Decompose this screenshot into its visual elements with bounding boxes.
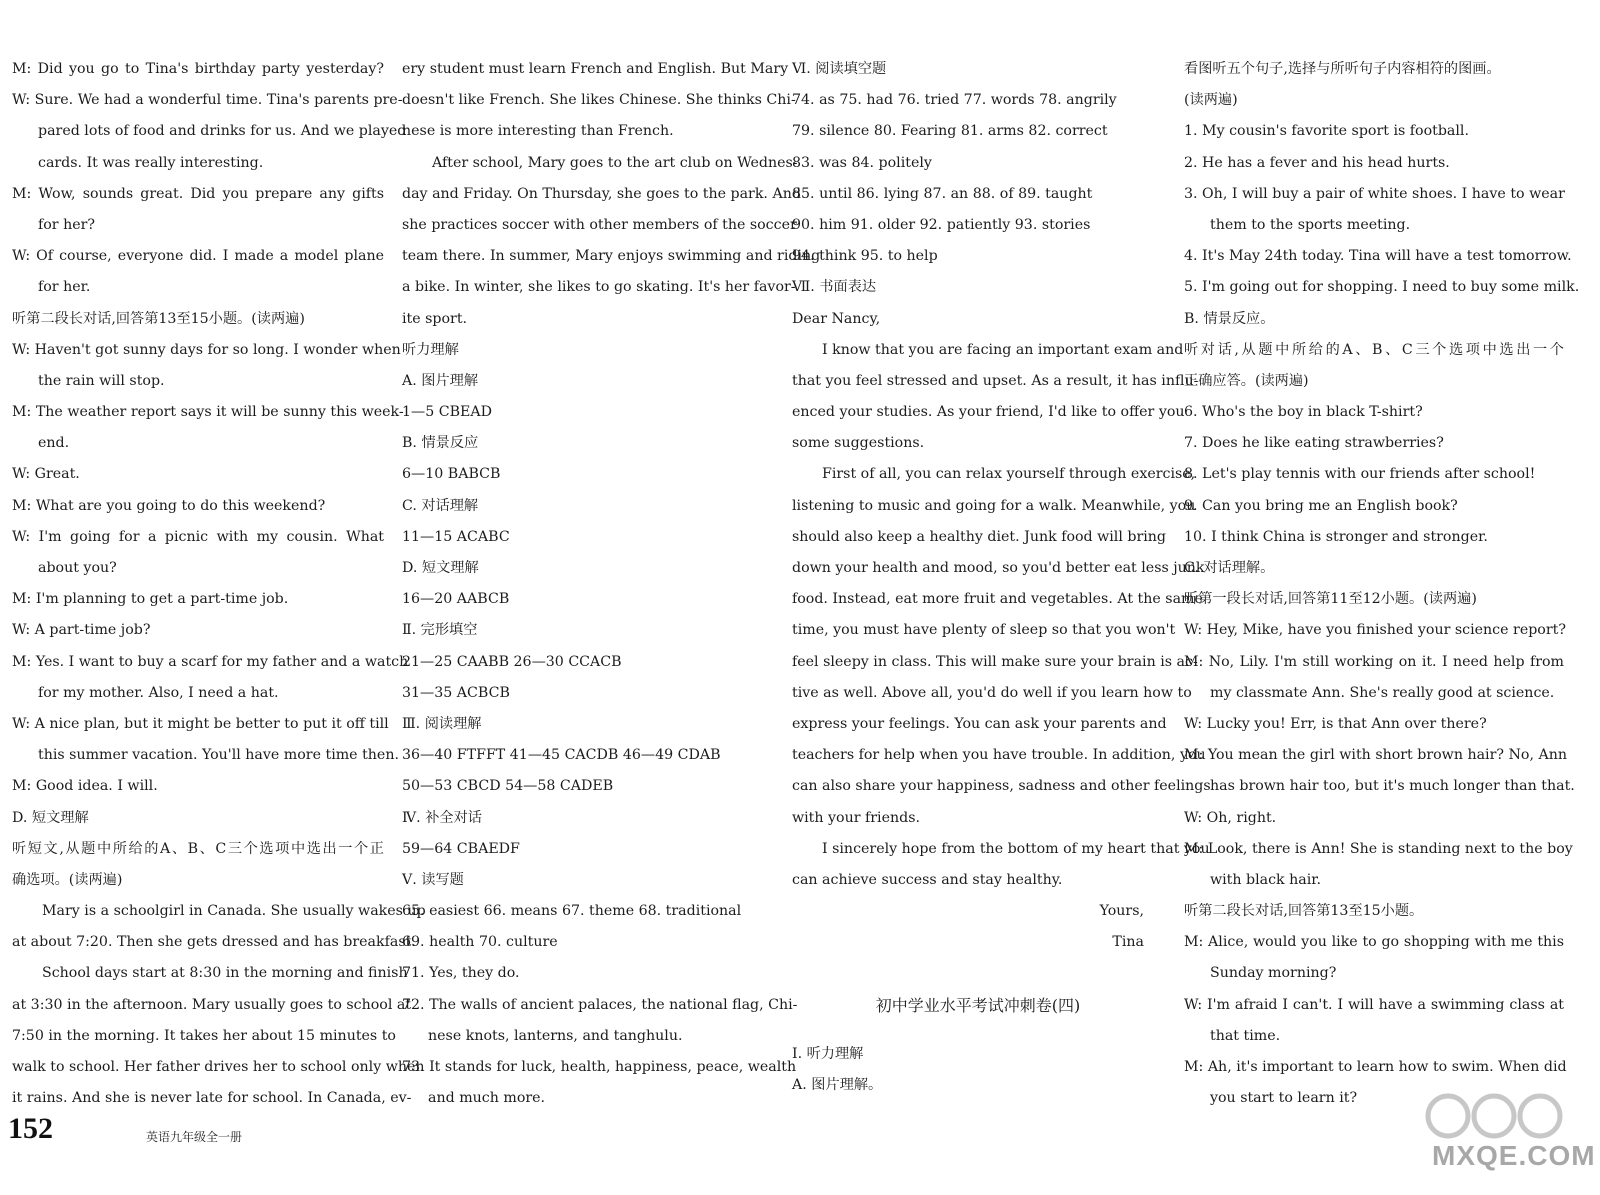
text-line: them to the sports meeting. (1210, 216, 1411, 233)
section-instruction: 正确应答。(读两遍) (1184, 372, 1309, 389)
text-line: Sunday morning? (1210, 965, 1337, 982)
text-line: for her? (38, 216, 96, 233)
text-line: M: Alice, would you like to go shopping with me this (1184, 934, 1564, 951)
column-4 (1184, 54, 1580, 1114)
section-heading: A. 图片理解 (402, 372, 479, 389)
text-line: 4. It's May 24th today. Tina will have a test tomorrow. (1184, 248, 1572, 265)
text-line: W: Great. (12, 466, 80, 483)
text-line: M: You mean the girl with short brown hair? No, Ann (1184, 747, 1567, 764)
answer-line: 50—53 CBCD 54—58 CADEB (402, 778, 614, 795)
text-line: the rain will stop. (38, 372, 165, 389)
text-line: 2. He has a fever and his head hurts. (1184, 154, 1450, 171)
text-line: down your health and mood, so you'd better eat less junk (792, 560, 1205, 576)
text-line: enced your studies. As your friend, I'd like to offer you (792, 404, 1185, 421)
section-heading: Ⅴ. 读写题 (402, 871, 464, 888)
text-line: M: I'm planning to get a part-time job. (12, 591, 289, 608)
answer-line: 16—20 AABCB (402, 591, 510, 608)
answer-line: 36—40 FTFFT 41—45 CACDB 46—49 CDAB (402, 747, 721, 764)
answer-line: 79. silence 80. Fearing 81. arms 82. correct (792, 123, 1108, 140)
text-line: ery student must learn French and English. But Mary (402, 61, 789, 77)
text-line: M: Good idea. I will. (12, 778, 158, 795)
text-line: day and Friday. On Thursday, she goes to the park. And (402, 185, 801, 202)
exam-title: 初中学业水平考试冲刺卷(四) (875, 995, 1081, 1015)
text-line: walk to school. Her father drives her to school only when (12, 1059, 425, 1075)
text-line: W: Haven't got sunny days for so long. I wonder when (12, 341, 401, 358)
text-line: nese is more interesting than French. (402, 123, 674, 140)
section-heading: A. 图片理解。 (792, 1077, 883, 1093)
text-line: 6. Who's the boy in black T-shirt? (1184, 404, 1423, 421)
spacer (792, 958, 1164, 989)
text-line: for my mother. Also, I need a hat. (38, 684, 279, 701)
section-heading: C. 对话理解 (402, 497, 479, 514)
text-line: can achieve success and stay healthy. (792, 871, 1063, 888)
letter-salutation: Dear Nancy, (792, 310, 881, 327)
section-heading: Ⅰ. 听力理解 (792, 1045, 864, 1062)
text-line: W: Of course, everyone did. I made a model plane (12, 248, 384, 265)
answer-line: 21—25 CAABB 26—30 CCACB (402, 653, 622, 670)
section-instruction: 听第一段长对话,回答第11至12小题。(读两遍) (1184, 591, 1477, 608)
answer-line: 65. easiest 66. means 67. theme 68. traditional (402, 903, 742, 920)
answer-line: 11—15 ACABC (402, 528, 510, 545)
text-line: at about 7:20. Then she gets dressed and has breakfast. (12, 934, 416, 951)
section-instruction: 听第二段长对话,回答第13至15小题。(读两遍) (12, 310, 305, 327)
text-line: W: A nice plan, but it might be better to put it off till (12, 715, 389, 732)
text-line: School days start at 8:30 in the morning and finish (42, 965, 408, 982)
text-line: M: The weather report says it will be sunny this week- (12, 404, 404, 421)
answer-line: 73. It stands for luck, health, happiness, peace, wealth (402, 1059, 797, 1075)
text-line: cards. It was really interesting. (38, 154, 264, 171)
answer-line: 85. until 86. lying 87. an 88. of 89. taught (792, 185, 1093, 202)
text-line: can also share your happiness, sadness and other feelings (792, 778, 1211, 795)
text-line: W: Oh, right. (1184, 809, 1277, 826)
text-line: Mary is a schoolgirl in Canada. She usually wakes up (42, 903, 426, 920)
section-heading: B. 情景反应 (402, 435, 479, 452)
text-line: W: I'm going for a picnic with my cousin. What (12, 528, 384, 545)
section-instruction: (读两遍) (1184, 92, 1238, 109)
text-line: it rains. And she is never late for school. In Canada, ev- (12, 1090, 412, 1107)
text-line: W: I'm afraid I can't. I will have a swimming class at (1184, 996, 1564, 1013)
text-line: First of all, you can relax yourself through exercise, (822, 466, 1196, 483)
text-line: ite sport. (402, 310, 468, 327)
text-line: I know that you are facing an important exam and (822, 341, 1184, 358)
text-line: W: Hey, Mike, have you finished your science report? (1184, 622, 1566, 639)
answer-line: 72. The walls of ancient palaces, the national flag, Chi- (402, 996, 798, 1013)
answer-line: 71. Yes, they do. (402, 965, 520, 982)
section-heading: D. 短文理解 (402, 560, 479, 576)
text-line: W: Lucky you! Err, is that Ann over there? (1184, 715, 1487, 732)
text-line: pared lots of food and drinks for us. And we played (38, 123, 407, 140)
text-line: M: What are you going to do this weekend? (12, 497, 326, 514)
text-line: 1. My cousin's favorite sport is football. (1184, 123, 1469, 140)
text-line: M: Yes. I want to buy a scarf for my father and a watch (12, 653, 409, 670)
section-heading: C. 对话理解。 (1184, 560, 1275, 576)
text-line: 7:50 in the morning. It takes her about 15 minutes to (12, 1027, 396, 1044)
section-instruction: 听第二段长对话,回答第13至15小题。 (1184, 903, 1424, 920)
text-line: my classmate Ann. She's really good at science. (1210, 684, 1555, 701)
section-heading: Ⅶ. 书面表达 (792, 279, 877, 296)
section-heading: 听力理解 (402, 341, 459, 358)
section-instruction: 确选项。(读两遍) (12, 871, 123, 888)
text-line: M: Look, there is Ann! She is standing next to the boy (1184, 840, 1573, 857)
letter-closing: Yours, (1099, 903, 1144, 920)
section-heading: B. 情景反应。 (1184, 310, 1275, 327)
text-line: end. (38, 435, 70, 452)
section-heading: Ⅲ. 阅读理解 (402, 715, 482, 732)
page-number: 152 (8, 1112, 53, 1145)
text-line: food. Instead, eat more fruit and vegetables. At the same (792, 591, 1203, 608)
text-line: After school, Mary goes to the art club on Wednes- (432, 154, 798, 171)
text-line: feel sleepy in class. This will make sure your brain is ac- (792, 653, 1198, 670)
text-line: she practices soccer with other members of the soccer (402, 216, 797, 233)
text-line: has brown hair too, but it's much longer than that. (1210, 778, 1575, 795)
text-line: W: A part-time job? (12, 622, 151, 639)
text-line: express your feelings. You can ask your parents and (792, 715, 1167, 732)
section-instruction: 听短文,从题中所给的A、B、C三个选项中选出一个正 (12, 840, 384, 857)
text-line: 9. Can you bring me an English book? (1184, 497, 1458, 514)
answer-line: 90. him 91. older 92. patiently 93. stories (792, 216, 1091, 233)
text-line: teachers for help when you have trouble. In addition, you (792, 747, 1206, 764)
section-heading: Ⅳ. 补全对话 (402, 809, 482, 826)
column-1 (12, 54, 426, 1114)
answer-line: and much more. (428, 1090, 546, 1107)
spacer (792, 1021, 1164, 1039)
column-2 (402, 54, 821, 1114)
text-line: team there. In summer, Mary enjoys swimming and riding (402, 248, 821, 265)
text-line: 7. Does he like eating strawberries? (1184, 435, 1444, 452)
text-line: doesn't like French. She likes Chinese. She thinks Chi- (402, 92, 796, 109)
text-line: this summer vacation. You'll have more time then. (38, 747, 399, 764)
answer-line: 74. as 75. had 76. tried 77. words 78. angrily (792, 92, 1117, 109)
text-line: 5. I'm going out for shopping. I need to buy some milk. (1184, 279, 1580, 296)
book-title: 英语九年级全一册 (146, 1130, 243, 1144)
text-line: M: Wow, sounds great. Did you prepare any gifts (12, 185, 384, 202)
section-instruction: 看图听五个句子,选择与所听句子内容相符的图画。 (1184, 61, 1501, 77)
text-line: 3. Oh, I will buy a pair of white shoes. I have to wear (1184, 185, 1565, 202)
answer-line: nese knots, lanterns, and tanghulu. (428, 1027, 683, 1044)
section-heading: Ⅵ. 阅读填空题 (792, 61, 887, 77)
text-line: that time. (1210, 1027, 1281, 1044)
section-heading: Ⅱ. 完形填空 (402, 622, 478, 639)
text-line: about you? (38, 560, 117, 576)
answer-line: 94. think 95. to help (792, 248, 938, 265)
answer-line: 6—10 BABCB (402, 466, 501, 483)
text-line: a bike. In winter, she likes to go skating. It's her favor- (402, 279, 796, 296)
text-line: I sincerely hope from the bottom of my heart that you (822, 840, 1210, 857)
answer-line: 1—5 CBEAD (402, 404, 493, 421)
text-line: that you feel stressed and upset. As a result, it has influ- (792, 372, 1199, 389)
answer-line: 83. was 84. politely (792, 154, 932, 171)
answer-line: 31—35 ACBCB (402, 684, 510, 701)
text-line: 10. I think China is stronger and stronger. (1184, 528, 1488, 545)
text-line: you start to learn it? (1210, 1090, 1358, 1107)
text-line: with your friends. (792, 809, 920, 826)
text-line: M: Ah, it's important to learn how to swim. When did (1184, 1059, 1567, 1075)
text-line: listening to music and going for a walk. Meanwhile, you (792, 497, 1196, 514)
answer-line: 69. health 70. culture (402, 934, 558, 951)
section-heading: D. 短文理解 (12, 809, 89, 826)
text-line: at 3:30 in the afternoon. Mary usually goes to school at (12, 996, 412, 1013)
text-line: M: No, Lily. I'm still working on it. I need help from (1184, 653, 1564, 670)
text-line: time, you must have plenty of sleep so that you won't (792, 622, 1176, 639)
text-line: M: Did you go to Tina's birthday party yesterday? (12, 61, 384, 77)
text-line: W: Sure. We had a wonderful time. Tina's parents pre- (12, 92, 403, 109)
letter-signature: Tina (1112, 934, 1144, 951)
answer-line: 59—64 CBAEDF (402, 840, 520, 857)
text-line: 8. Let's play tennis with our friends after school! (1184, 466, 1536, 483)
text-line: tive as well. Above all, you'd do well if you learn how to (792, 684, 1192, 701)
text-line: should also keep a healthy diet. Junk food will bring (792, 528, 1167, 545)
section-instruction: 听对话,从题中所给的A、B、C三个选项中选出一个 (1184, 341, 1564, 358)
watermark-text: MXQE.COM (1432, 1140, 1596, 1171)
text-line: for her. (38, 279, 91, 296)
text-line: with black hair. (1210, 871, 1322, 888)
text-line: some suggestions. (792, 435, 925, 452)
